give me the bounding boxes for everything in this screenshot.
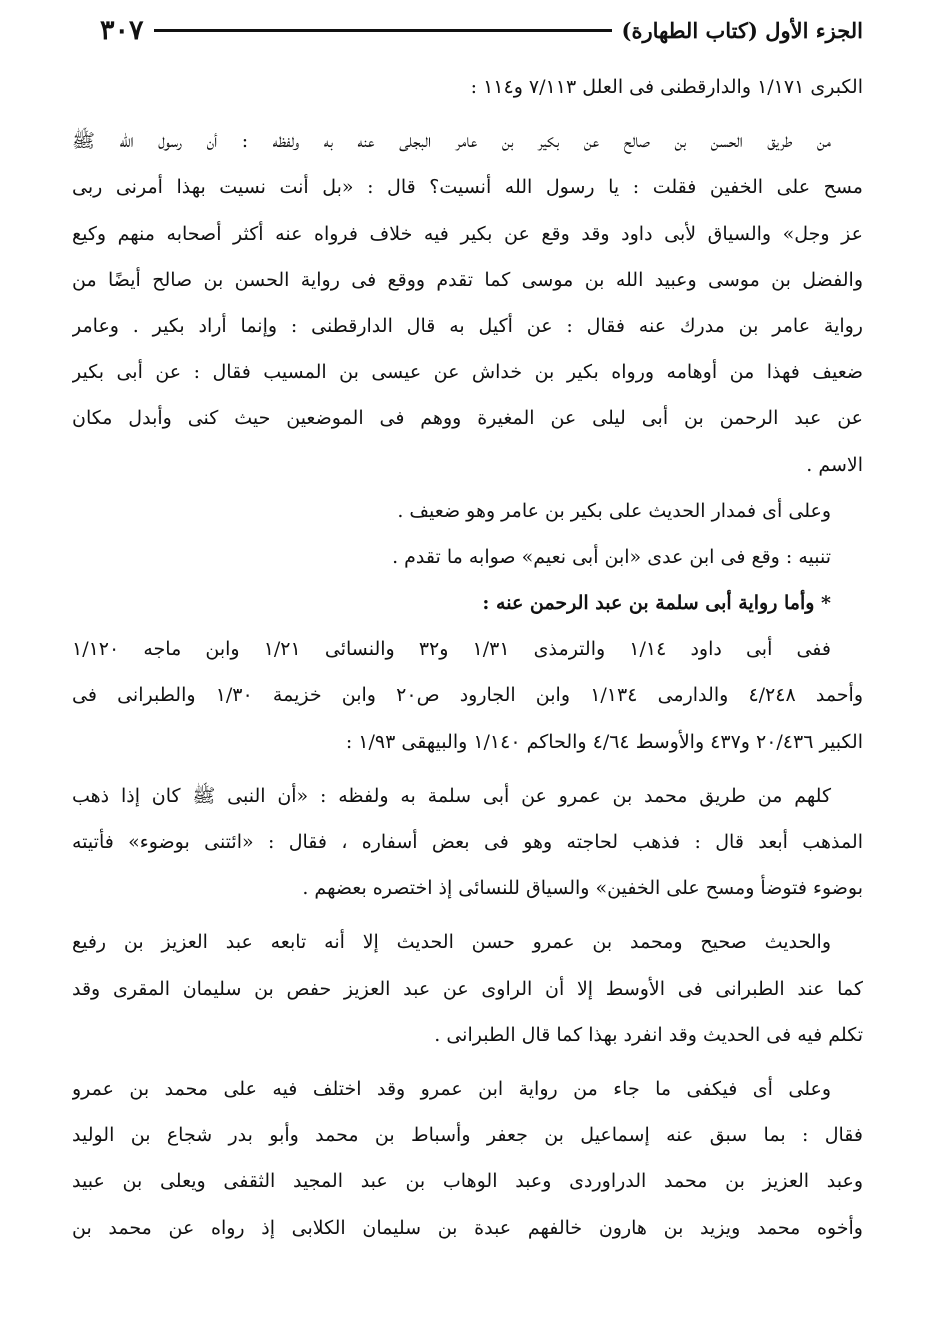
text-line: عز وجل» والسياق لأبى داود وقد وقع عن بكير فيه خلاف فرواه عنه أكثر أصحابه منهم وكيع — [72, 222, 863, 245]
text-line: وعلى أى فمدار الحديث على بكير بن عامر وهو ضعيف . — [397, 499, 831, 522]
text-line: من طريق الحسن بن صالح عن بكير بن عامر البجلى عنه به ولفظه : أن رسول الله ﷺ — [72, 130, 831, 153]
text-line: والحديث صحيح ومحمد بن عمرو حسن الحديث إلا أنه تابعه عبد العزيز بن رفيع — [72, 931, 831, 954]
header-rule — [154, 29, 612, 32]
body-text — [72, 64, 863, 1251]
page-number: ٣٠٧ — [100, 14, 144, 46]
text-line: تنبيه : وقع فى ابن عدى «ابن أبى نعيم» صوابه ما تقدم . — [392, 545, 831, 568]
page-header — [100, 10, 863, 50]
text-line: وعبد العزيز بن محمد الدراوردى وعبد الوهاب بن عبد المجيد الثقفى ويعلى بن عبيد — [72, 1170, 863, 1193]
text-line: * وأما رواية أبى سلمة بن عبد الرحمن عنه : — [482, 592, 831, 615]
text-line: وأخوه محمد ويزيد بن هارون خالفهم عبدة بن سليمان الكلابى إذ رواه عن محمد بن — [72, 1216, 863, 1239]
running-title: الجزء الأول (كتاب الطهارة) — [621, 17, 863, 43]
text-line: الكبرى ١/١٧١ والدارقطنى فى العلل ٧/١١٣ و١١٤ : — [470, 76, 863, 98]
text-line: كما عند الطبرانى فى الأوسط إلا أن الراوى عن عبد العزيز حفص بن سليمان المقرى وقد — [72, 977, 863, 1000]
text-line: ففى أبى داود ١/١٤ والترمذى ١/٣١ و٣٢ والنسائى ١/٢١ وابن ماجه ١/١٢٠ — [72, 638, 831, 661]
text-line: فقال : بما سبق عنه إسماعيل بن جعفر وأسباط بن محمد وأبو بدر شجاع بن الوليد — [72, 1124, 863, 1147]
text-line: الاسم . — [806, 453, 863, 476]
text-line: والفضل بن موسى وعبيد الله بن موسى كما تقدم ووقع فى رواية الحسن بن صالح أيضًا من — [72, 268, 863, 291]
text-line: الكبير ٢٠/٤٣٦ و٤٣٧ والأوسط ٤/٦٤ والحاكم ١/١٤٠ والبيهقى ١/٩٣ : — [345, 730, 863, 753]
text-line: مسح على الخفين فقلت : يا رسول الله أنسيت؟ قال : «بل أنت نسيت بهذا أمرنى ربى — [72, 176, 863, 199]
text-line: رواية عامر بن مدرك عنه فقال : عن أكيل به قال الدارقطنى : وإنما أراد بكير . وعامر — [72, 314, 863, 337]
text-line: وأحمد ٤/٢٤٨ والدارمى ١/١٣٤ وابن الجارود ص٢٠ وابن خزيمة ١/٣٠ والطبرانى فى — [72, 684, 863, 707]
text-line: ضعيف فهذا من أوهامه ورواه بكير بن خداش عن عيسى بن المسيب فقال : عن أبى بكير — [72, 361, 863, 384]
text-line: وعلى أى فيكفى ما جاء من رواية ابن عمرو وقد اختلف فيه على محمد بن عمرو — [72, 1077, 831, 1100]
text-line: المذهب أبعد قال : فذهب لحاجته وهو فى بعض أسفاره ، فقال : «ائتنى بوضوء» فأتيته — [72, 831, 863, 853]
text-line: بوضوء فتوضأ ومسح على الخفين» والسياق للنسائى إذ اختصره بعضهم . — [302, 877, 863, 900]
text-line: كلهم من طريق محمد بن عمرو عن أبى سلمة به ولفظه : «أن النبى ﷺ كان إذا ذهب — [72, 784, 831, 807]
text-line: تكلم فيه فى الحديث وقد انفرد بهذا كما قال الطبرانى . — [434, 1023, 863, 1046]
text-line: عن عبد الرحمن بن أبى ليلى عن المغيرة ووهم فى الموضعين حيث كنى وأبدل مكان — [72, 407, 863, 430]
